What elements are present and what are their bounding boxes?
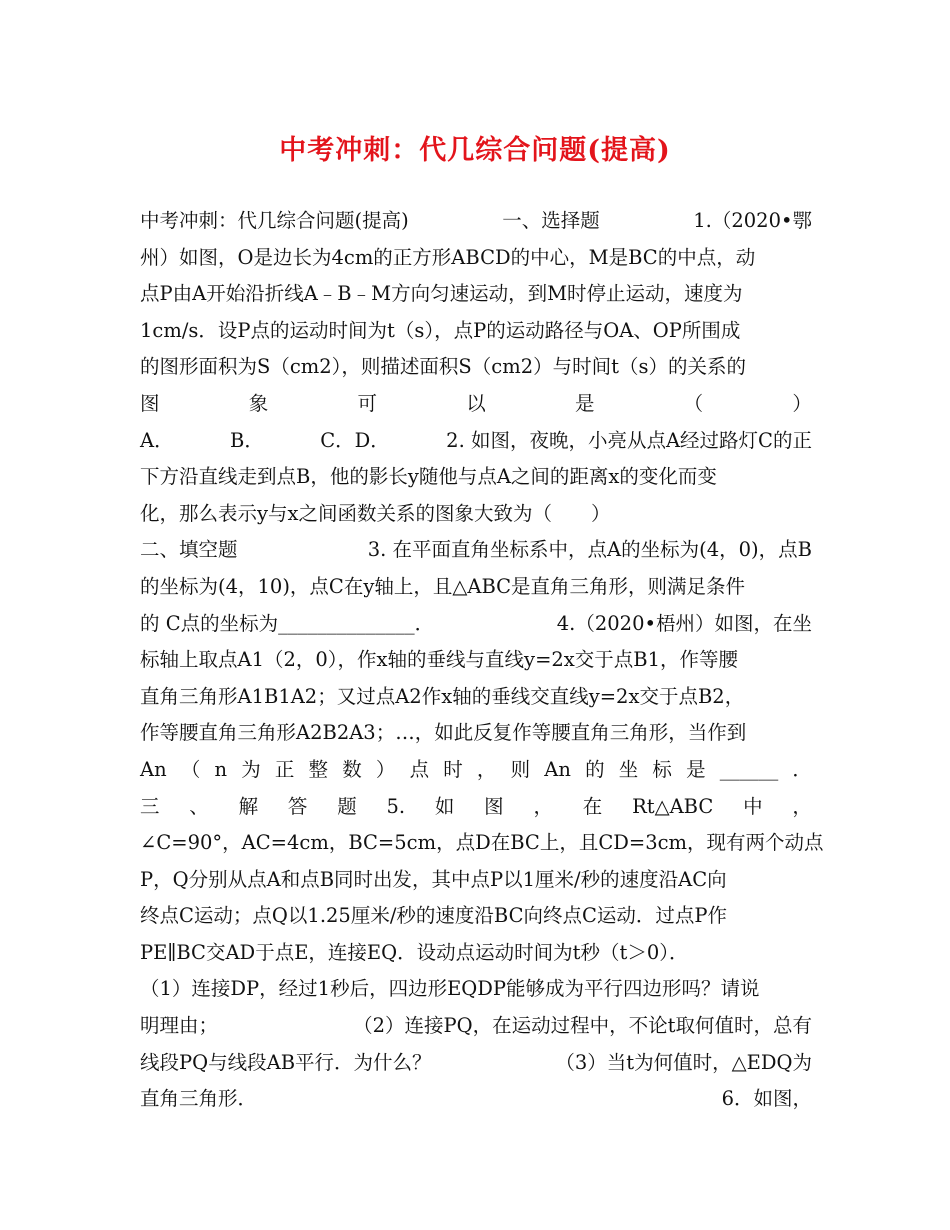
text-line: [140, 606, 812, 643]
text-line: [140, 203, 812, 240]
text-segment: 标: [652, 757, 672, 781]
text-segment: （3）当t为何值时，△EDQ为: [555, 1050, 812, 1074]
text-segment: n: [214, 757, 228, 781]
text-segment: 明理由；: [140, 1014, 219, 1038]
text-line: [140, 862, 812, 899]
text-segment: ∠C=90°，AC=4cm，BC=5cm，点D在BC上，且CD=3cm，现有两个动点: [140, 831, 824, 855]
text-segment: （: [180, 757, 201, 781]
text-segment: 的 C点的坐标为______________．: [140, 611, 435, 635]
text-segment: 象: [248, 391, 269, 415]
text-line: [140, 935, 812, 972]
text-segment: 中考冲刺：代几综合问题(提高): [140, 209, 409, 232]
text-segment: ．: [792, 757, 812, 781]
text-segment: 整: [308, 757, 329, 781]
text-line: [140, 569, 812, 606]
text-line: [140, 240, 812, 277]
text-segment: 正: [274, 757, 295, 781]
text-segment: 点: [409, 757, 430, 781]
text-segment: 直角三角形．: [140, 1087, 258, 1111]
text-line: [140, 276, 812, 313]
text-segment: P，Q分别从点A和点B同时出发，其中点P以1厘米/秒的速度沿AC向: [140, 867, 727, 891]
text-segment: 二、填空题: [140, 538, 238, 562]
text-segment: A．: [140, 428, 174, 452]
text-segment: 5.: [386, 794, 406, 818]
text-segment: 答: [287, 794, 308, 818]
text-segment: 数: [342, 757, 362, 781]
text-segment: B．: [229, 428, 264, 452]
text-line: [140, 1045, 812, 1082]
text-segment: An: [140, 757, 167, 781]
text-segment: （: [683, 391, 704, 415]
text-segment: An: [544, 757, 571, 781]
text-segment: 作等腰直角三角形A2B2A3；…，如此反复作等腰直角三角形，当作到: [140, 721, 747, 745]
text-line: [140, 1008, 812, 1045]
document-title: 中考冲刺：代几综合问题(提高): [279, 135, 671, 166]
text-line: [140, 423, 812, 460]
text-segment: 在: [582, 794, 603, 818]
text-segment: 如: [434, 794, 455, 818]
text-segment: 的: [585, 757, 605, 781]
text-segment: 化，那么表示y与x之间函数关系的图象大致为（ ）: [140, 501, 611, 525]
text-segment: （1）连接DP，经过1秒后，四边形EQDP能够成为平行四边形吗？请说: [140, 977, 760, 1001]
text-line: [140, 496, 812, 533]
text-line: [140, 898, 812, 935]
text-segment: 三: [140, 794, 160, 818]
text-segment: Rt△ABC: [632, 794, 714, 818]
text-line: [140, 313, 812, 350]
text-segment: 时: [443, 757, 463, 781]
text-segment: 3. 在平面直角坐标系中，点A的坐标为(4，0)，点B: [367, 538, 812, 562]
text-segment: ______: [719, 757, 779, 781]
text-segment: 以: [466, 391, 486, 415]
text-segment: 坐: [618, 757, 639, 781]
text-line: [140, 386, 812, 423]
text-segment: 的坐标为(4，10)，点C在y轴上，且△ABC是直角三角形，则满足条件: [140, 574, 746, 598]
text-segment: 则: [510, 757, 531, 781]
text-segment: 中: [743, 794, 763, 818]
text-segment: 4.（2020•梧州）如图，在坐: [556, 611, 812, 635]
text-segment: 为: [241, 757, 261, 781]
text-segment: 2. 如图，夜晚，小亮从点A经过路灯C的正: [446, 428, 812, 452]
text-segment: C．D．: [320, 428, 390, 452]
text-segment: 线段PQ与线段AB平行．为什么？: [140, 1050, 432, 1074]
text-line: [140, 752, 812, 789]
text-segment: 州）如图，O是边长为4cm的正方形ABCD的中心，M是BC的中点，动: [140, 245, 756, 269]
text-line: [140, 459, 812, 496]
text-line: [140, 825, 824, 862]
text-line: [140, 789, 812, 826]
text-segment: 1cm/s．设P点的运动时间为t（s），点P的运动路径与OA、OP所围成: [140, 318, 741, 342]
text-segment: 图: [140, 391, 160, 415]
text-line: [140, 715, 812, 752]
text-line: [140, 679, 812, 716]
text-segment: ）: [375, 757, 396, 781]
text-segment: ）: [792, 391, 812, 415]
document-body: [140, 203, 824, 1118]
text-segment: 图: [484, 794, 504, 818]
text-segment: 可: [357, 391, 377, 415]
text-segment: 点P由A开始沿折线A﹣B﹣M方向匀速运动，到M时停止运动，速度为: [140, 282, 743, 306]
text-segment: 一、选择题: [502, 209, 600, 232]
text-segment: ，: [792, 794, 812, 818]
text-segment: PE∥BC交AD于点E，连接EQ．设动点运动时间为t秒（t＞0）．: [140, 940, 689, 964]
text-segment: 标轴上取点A1（2，0），作x轴的垂线与直线y=2x交于点B1，作等腰: [140, 648, 739, 672]
text-line: [140, 1081, 812, 1118]
text-segment: 是: [574, 391, 595, 415]
text-line: [140, 532, 812, 569]
text-segment: 终点C运动；点Q以1.25厘米/秒的速度沿BC向终点C运动．过点P作: [140, 904, 728, 928]
text-line: [140, 971, 812, 1008]
text-segment: 解: [238, 794, 259, 818]
text-segment: 的图形面积为S（cm2），则描述面积S（cm2）与时间t（s）的关系的: [140, 355, 746, 379]
text-segment: （2）连接PQ，在运动过程中，不论t取何值时，总有: [353, 1014, 812, 1038]
text-segment: 题: [337, 794, 357, 818]
text-segment: 、: [189, 794, 209, 818]
text-line: [140, 642, 812, 679]
text-segment: 1.（2020•鄂: [693, 209, 812, 232]
text-segment: 直角三角形A1B1A2；又过点A2作x轴的垂线交直线y=2x交于点B2，: [140, 684, 745, 708]
text-segment: ，: [533, 794, 553, 818]
text-line: [140, 349, 812, 386]
text-segment: 下方沿直线走到点B，他的影长y随他与点A之间的距离x的变化而变: [140, 465, 717, 489]
text-segment: 是: [686, 757, 706, 781]
text-segment: 6．如图，: [721, 1087, 812, 1111]
text-segment: ，: [476, 757, 497, 781]
